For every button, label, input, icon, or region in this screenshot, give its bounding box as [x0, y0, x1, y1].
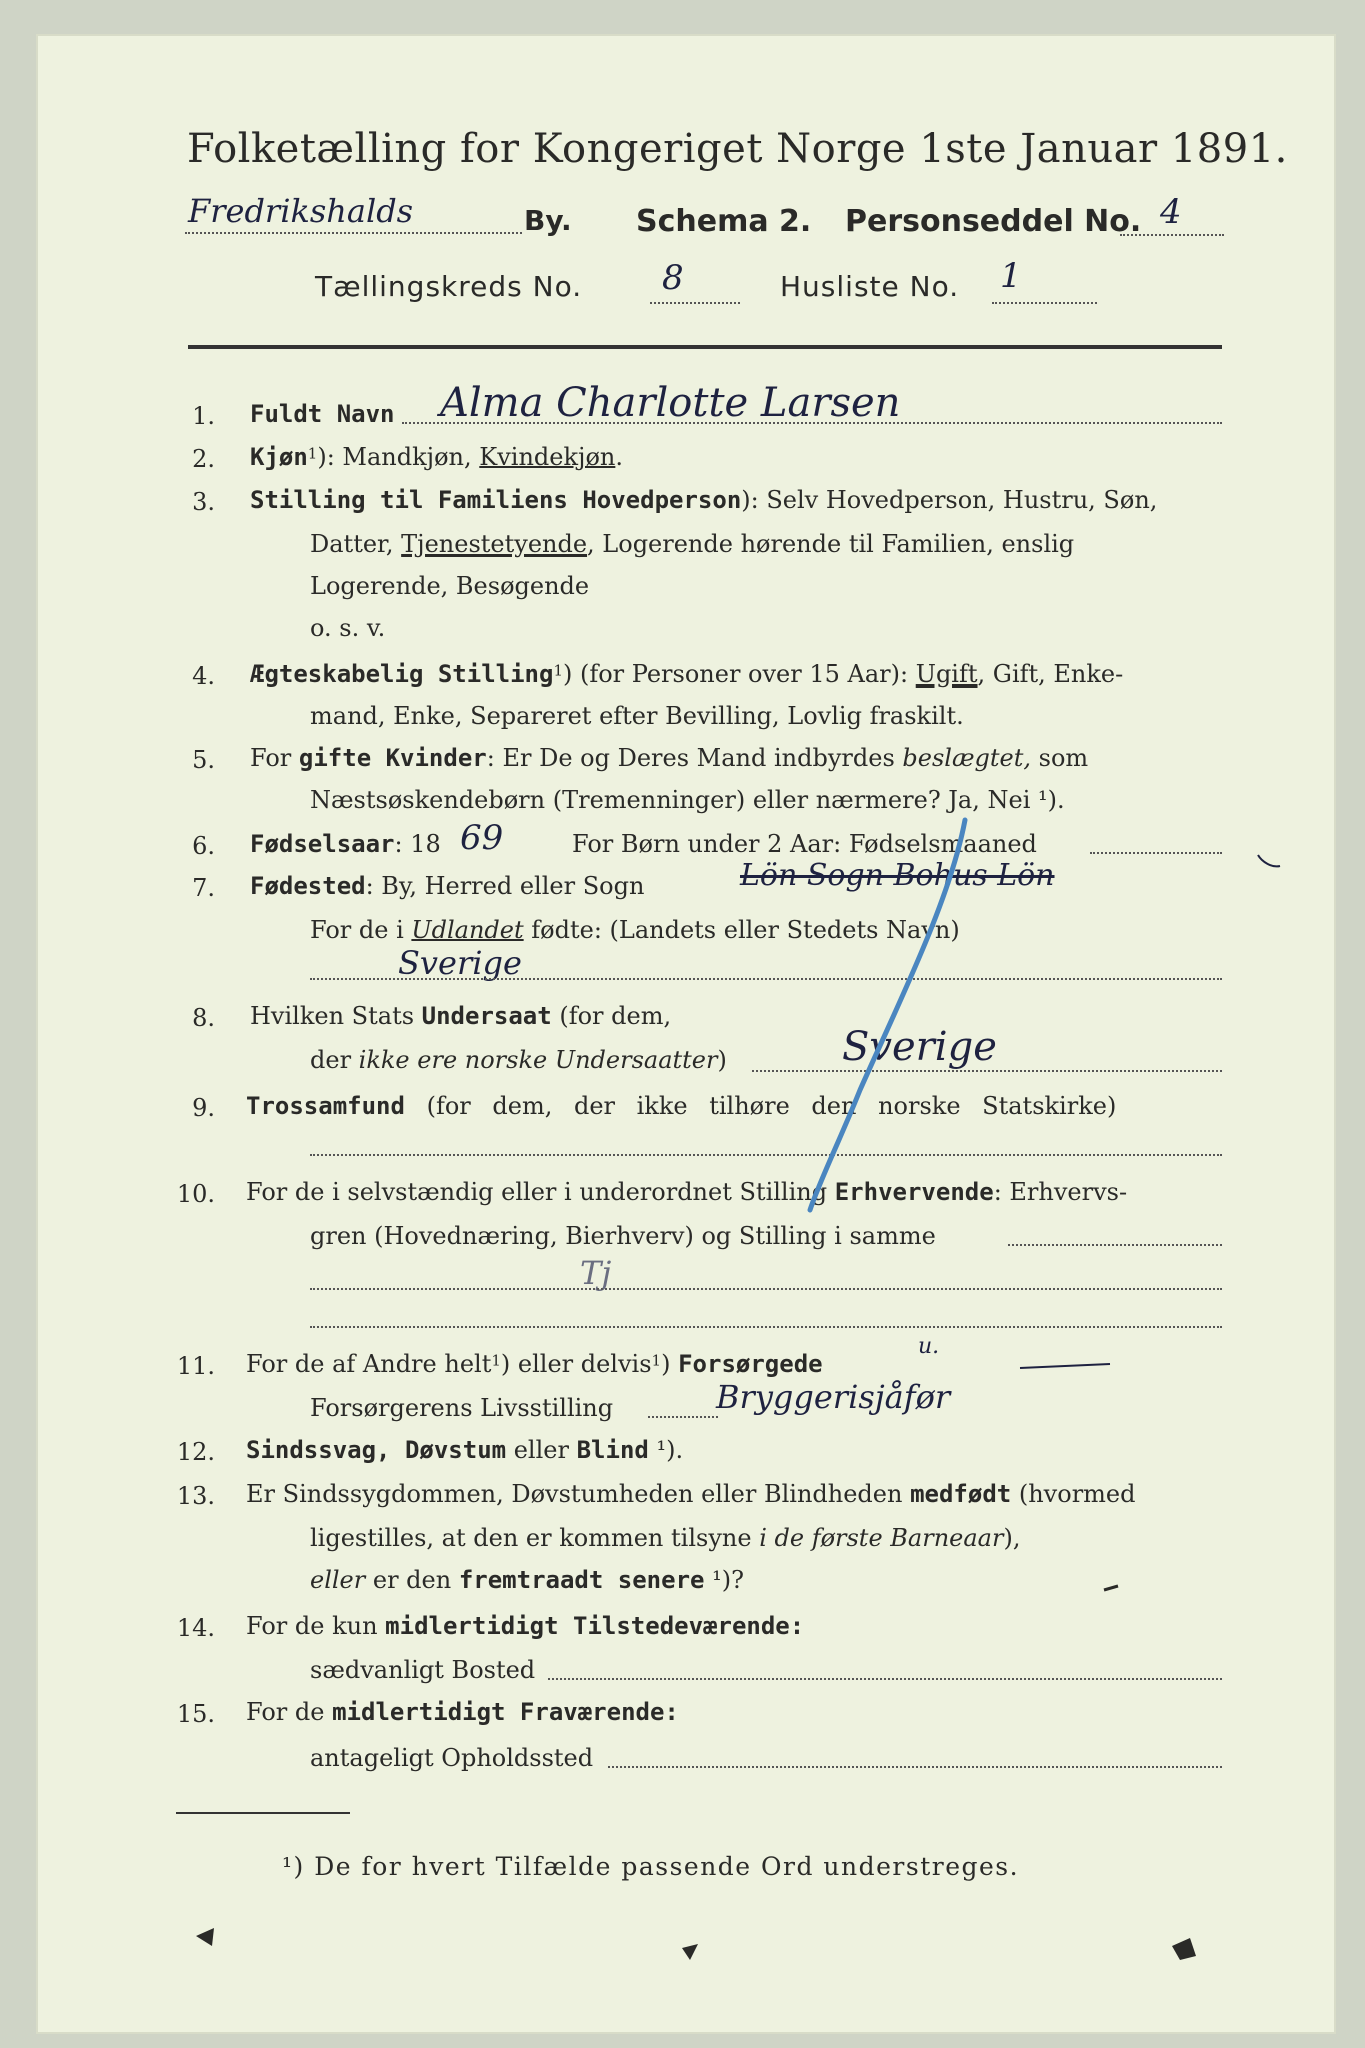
gifte-text: : Er De og Deres Mand indbyrdes — [486, 744, 903, 772]
aegteskab-line-2: mand, Enke, Separeret efter Bevilling, Lovlig fraskilt. — [310, 702, 964, 730]
item-number: 6. — [192, 832, 215, 860]
kjon-text-end: . — [615, 443, 623, 471]
ugift-underlined: Ugift — [915, 660, 978, 688]
item-number: 15. — [176, 1700, 215, 1728]
stilling-label: Stilling til Familiens Hovedperson — [250, 486, 742, 514]
stilling-text: Datter, — [310, 530, 402, 558]
tilstede-text: For de kun — [246, 1612, 386, 1640]
item-number: 13. — [176, 1482, 215, 1510]
stilling-line-4: o. s. v. — [310, 614, 386, 642]
footnote-ref: 1 — [307, 444, 318, 463]
schema-label: Schema 2. — [636, 204, 812, 239]
undersaat-text: ) — [717, 1046, 727, 1074]
aegteskab-text: ) (for Personer over 15 Aar): — [562, 660, 916, 688]
by-label: By. — [524, 204, 572, 237]
nationality-handwritten: Sverige — [842, 1024, 997, 1070]
fodselsmaaned-text: For Børn under 2 Aar: Fødselsmaaned — [572, 830, 1037, 858]
fodested-text: fødte: (Landets eller Stedets Navn) — [523, 916, 960, 944]
medfodt-text: ¹)? — [704, 1566, 744, 1594]
blue-pencil-stroke — [810, 820, 965, 1210]
blind-label: Blind — [576, 1436, 649, 1464]
tilstede-line-2: sædvanligt Bosted — [310, 1656, 536, 1684]
aegteskab-text: , Gift, Enke- — [977, 660, 1124, 688]
item-number: 5. — [192, 746, 215, 774]
erhverv-text: For de i selvstændig eller i underordnet Stilling — [246, 1178, 835, 1206]
udlandet-italic: Udlandet — [411, 916, 524, 944]
provider-occupation-handwritten: Bryggerisjåfør — [716, 1378, 951, 1416]
ink-flourish — [1020, 1364, 1110, 1368]
birth-year-handwritten: 69 — [460, 818, 504, 858]
item-number: 3. — [192, 488, 215, 516]
birthplace-handwritten: Lön Sogn Bohus Lön — [740, 858, 1055, 893]
item-number: 14. — [176, 1614, 215, 1642]
foreign-birthplace-handwritten: Sverige — [398, 944, 522, 982]
undersaat-italic: ikke ere norske Undersaatter — [358, 1046, 718, 1074]
beslaegtet-italic: beslægtet, — [902, 744, 1031, 772]
fravaer-line-2: antageligt Opholdssted — [310, 1744, 594, 1772]
kjon-text: ): Mandkjøn, — [317, 443, 480, 471]
medfodt-label: medfødt — [910, 1480, 1012, 1508]
aegteskab-label: Ægteskabelig Stilling — [250, 660, 554, 688]
barneaar-italic: i de første Barneaar — [759, 1524, 1004, 1552]
sindssvag-label: Sindssvag, Døvstum — [246, 1436, 507, 1464]
item-number: 8. — [192, 1004, 215, 1032]
fuldt-navn-label: Fuldt Navn — [250, 400, 395, 428]
form-title: Folketælling for Kongeriget Norge 1ste Januar 1891. — [187, 126, 1288, 172]
forsorget-line-2: Forsørgerens Livsstilling — [310, 1394, 614, 1422]
fodested-label: Fødested — [250, 872, 366, 900]
taellingskreds-label: Tællingskreds No. — [315, 270, 583, 303]
item-number: 4. — [192, 662, 215, 690]
fodselsaar-label: Fødselsaar — [250, 830, 395, 858]
name-handwritten: Alma Charlotte Larsen — [440, 380, 901, 426]
tilstede-label: midlertidigt Tilstedeværende: — [385, 1612, 805, 1640]
eller-italic: eller — [310, 1566, 366, 1594]
erhverv-text: : Erhvervs- — [993, 1178, 1128, 1206]
kvindekjon-underlined: Kvindekjøn — [479, 443, 616, 471]
corner-mark-left — [196, 1928, 214, 1946]
sindssvag-text: eller — [506, 1436, 577, 1464]
tjenestetyende-underlined: Tjenestetyende — [401, 530, 588, 558]
undersaat-text: Hvilken Stats — [250, 1002, 422, 1030]
medfodt-text: (hvormed — [1011, 1480, 1136, 1508]
forsorget-text: For de af Andre helt — [246, 1350, 492, 1378]
forsorget-line-1: For de af Andre helt1) eller delvis1) Forsørgede — [246, 1350, 823, 1378]
gifte-label: gifte Kvinder — [298, 744, 487, 772]
stilling-line-3: Logerende, Besøgende — [310, 572, 590, 600]
city-handwritten: Fredrikshalds — [188, 192, 414, 230]
occupation-pencil-mark: Tj — [580, 1254, 612, 1292]
gifte-line-2: Næstsøskendebørn (Tremenninger) eller nærmere? Ja, Nei ¹). — [310, 786, 1065, 814]
ink-dot — [1104, 1586, 1118, 1590]
item-number: 7. — [192, 874, 215, 902]
fodested-text: : By, Herred eller Sogn — [365, 872, 645, 900]
item-number: 10. — [176, 1180, 215, 1208]
personseddel-label: Personseddel No. — [845, 204, 1142, 239]
husliste-label: Husliste No. — [780, 270, 960, 303]
ink-flourish — [1258, 855, 1280, 866]
undersaat-text: der — [310, 1046, 359, 1074]
senere-label: fremtraadt senere — [458, 1566, 705, 1594]
trossamfund-label: Trossamfund — [246, 1092, 405, 1120]
aegteskab-line-1: Ægteskabelig Stilling1) (for Personer over 15 Aar): Ugift, Gift, Enke- — [250, 660, 1124, 688]
corner-mark-center — [682, 1944, 698, 1960]
stilling-text: , Logerende hørende til Familien, enslig — [587, 530, 1075, 558]
sindssvag-text: ¹). — [648, 1436, 684, 1464]
fravaer-label: midlertidigt Fraværende: — [332, 1698, 679, 1726]
item-number: 11. — [176, 1352, 215, 1380]
item-number: 2. — [192, 445, 215, 473]
gifte-text: som — [1031, 744, 1089, 772]
forsorger-superscript: u. — [918, 1334, 940, 1359]
item-number: 12. — [176, 1438, 215, 1466]
trossamfund-text: (for dem, der ikke tilhøre den norske Statskirke) — [404, 1092, 1117, 1120]
item-number: 9. — [192, 1094, 215, 1122]
fodested-text: For de i — [310, 916, 412, 944]
personseddel-number: 4 — [1160, 192, 1182, 232]
kjon-label: Kjøn — [250, 443, 308, 471]
undersaat-label: Undersaat — [421, 1002, 552, 1030]
corner-mark-right — [1172, 1938, 1196, 1960]
gifte-text: For — [250, 744, 299, 772]
forsorget-text: ) eller delvis — [500, 1350, 652, 1378]
item-number: 1. — [192, 402, 215, 430]
undersaat-text: (for dem, — [551, 1002, 672, 1030]
erhverv-line-2: gren (Hovednæring, Bierhverv) og Stilling i samme — [310, 1222, 936, 1250]
taellingskreds-number: 8 — [662, 258, 684, 298]
medfodt-text: ligestilles, at den er kommen tilsyne — [310, 1524, 760, 1552]
fravaer-text: For de — [246, 1698, 333, 1726]
forsorgede-label: Forsørgede — [678, 1350, 823, 1378]
stilling-text: ): Selv Hovedperson, Hustru, Søn, — [741, 486, 1158, 514]
husliste-number: 1 — [1000, 256, 1022, 296]
erhverv-label: Erhvervende — [834, 1178, 994, 1206]
fodselsaar-text: : 18 — [394, 830, 441, 858]
footnote: ¹) De for hvert Tilfælde passende Ord understreges. — [282, 1852, 1020, 1881]
medfodt-text: er den — [365, 1566, 459, 1594]
forsorget-text: ) — [661, 1350, 679, 1378]
medfodt-text: ), — [1003, 1524, 1021, 1552]
medfodt-text: Er Sindssygdommen, Døvstumheden eller Blindheden — [246, 1480, 911, 1508]
